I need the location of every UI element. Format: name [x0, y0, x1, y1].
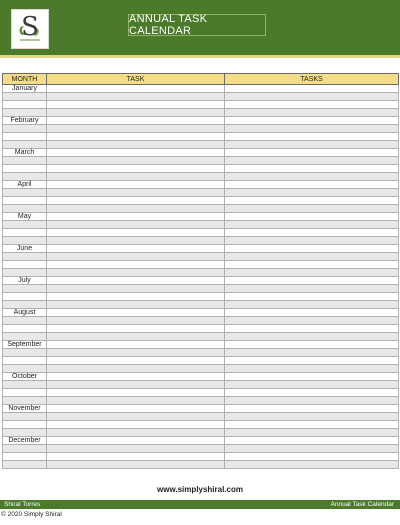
- tasks-cell[interactable]: [225, 301, 399, 309]
- tasks-cell[interactable]: [225, 373, 399, 381]
- month-cell: [3, 133, 47, 141]
- month-label: June: [3, 245, 47, 253]
- table-row: [3, 149, 399, 157]
- month-label: January: [3, 85, 47, 93]
- tasks-cell[interactable]: [225, 381, 399, 389]
- month-cell: [3, 365, 47, 373]
- task-cell[interactable]: [47, 237, 225, 245]
- tasks-cell[interactable]: [225, 133, 399, 141]
- task-cell[interactable]: [47, 405, 225, 413]
- month-label: March: [3, 149, 47, 157]
- tasks-cell[interactable]: [225, 453, 399, 461]
- task-cell[interactable]: [47, 365, 225, 373]
- task-cell[interactable]: [47, 357, 225, 365]
- table-row: [3, 165, 399, 173]
- month-cell: [3, 165, 47, 173]
- month-cell: [3, 221, 47, 229]
- month-cell: [3, 293, 47, 301]
- tasks-cell[interactable]: [225, 245, 399, 253]
- table-row: [3, 405, 399, 413]
- table-row: [3, 373, 399, 381]
- task-cell[interactable]: [47, 157, 225, 165]
- tasks-cell[interactable]: [225, 141, 399, 149]
- table-row: [3, 349, 399, 357]
- table-row: [3, 389, 399, 397]
- table-row: [3, 421, 399, 429]
- tasks-cell[interactable]: [225, 333, 399, 341]
- month-cell: [3, 461, 47, 469]
- month-cell: [3, 421, 47, 429]
- table-row: [3, 461, 399, 469]
- tasks-cell[interactable]: [225, 101, 399, 109]
- tasks-cell[interactable]: [225, 149, 399, 157]
- month-cell: [3, 197, 47, 205]
- column-header-task: TASK: [47, 74, 225, 85]
- page-title: ANNUAL TASK CALENDAR: [128, 14, 266, 36]
- task-cell[interactable]: [47, 437, 225, 445]
- table-row: [3, 437, 399, 445]
- table-header-row: [3, 74, 399, 85]
- table-row: [3, 325, 399, 333]
- month-cell: [3, 301, 47, 309]
- leaf-logo-icon: [12, 10, 48, 48]
- tasks-cell[interactable]: [225, 197, 399, 205]
- table-row: [3, 221, 399, 229]
- task-cell[interactable]: [47, 269, 225, 277]
- tasks-cell[interactable]: [225, 413, 399, 421]
- calendar-table-container: [2, 73, 398, 469]
- table-row: [3, 365, 399, 373]
- table-row: [3, 357, 399, 365]
- task-cell[interactable]: [47, 429, 225, 437]
- tasks-cell[interactable]: [225, 229, 399, 237]
- table-row: [3, 117, 399, 125]
- task-cell[interactable]: [47, 325, 225, 333]
- tasks-cell[interactable]: [225, 357, 399, 365]
- month-cell: [3, 357, 47, 365]
- tasks-cell[interactable]: [225, 285, 399, 293]
- task-cell[interactable]: [47, 445, 225, 453]
- month-cell: [3, 381, 47, 389]
- table-row: [3, 189, 399, 197]
- month-cell: [3, 109, 47, 117]
- task-cell[interactable]: [47, 373, 225, 381]
- month-label: April: [3, 181, 47, 189]
- task-cell[interactable]: [47, 389, 225, 397]
- copyright-text: © 2020 Simply Shiral: [1, 511, 62, 518]
- task-cell[interactable]: [47, 213, 225, 221]
- month-cell: [3, 253, 47, 261]
- task-cell[interactable]: [47, 101, 225, 109]
- table-row: [3, 229, 399, 237]
- month-cell: [3, 205, 47, 213]
- brand-logo: [11, 9, 49, 49]
- month-cell: [3, 333, 47, 341]
- tasks-cell[interactable]: [225, 213, 399, 221]
- table-row: [3, 197, 399, 205]
- task-cell[interactable]: [47, 197, 225, 205]
- month-label: August: [3, 309, 47, 317]
- task-cell[interactable]: [47, 261, 225, 269]
- tasks-cell[interactable]: [225, 221, 399, 229]
- tasks-cell[interactable]: [225, 437, 399, 445]
- column-header-month: MONTH: [3, 74, 47, 85]
- task-cell[interactable]: [47, 301, 225, 309]
- task-cell[interactable]: [47, 141, 225, 149]
- tasks-cell[interactable]: [225, 397, 399, 405]
- table-row: [3, 381, 399, 389]
- month-cell: [3, 389, 47, 397]
- month-cell: [3, 237, 47, 245]
- tasks-cell[interactable]: [225, 349, 399, 357]
- task-cell[interactable]: [47, 125, 225, 133]
- task-cell[interactable]: [47, 293, 225, 301]
- month-cell: [3, 445, 47, 453]
- task-cell[interactable]: [47, 245, 225, 253]
- table-row: [3, 269, 399, 277]
- task-cell[interactable]: [47, 421, 225, 429]
- website-link[interactable]: www.simplyshiral.com: [157, 485, 243, 494]
- table-row: [3, 277, 399, 285]
- table-row: [3, 93, 399, 101]
- task-cell[interactable]: [47, 381, 225, 389]
- table-row: [3, 141, 399, 149]
- month-cell: [3, 453, 47, 461]
- task-cell[interactable]: [47, 277, 225, 285]
- table-row: [3, 109, 399, 117]
- table-row: [3, 125, 399, 133]
- tasks-cell[interactable]: [225, 365, 399, 373]
- month-cell: [3, 269, 47, 277]
- task-cell[interactable]: [47, 349, 225, 357]
- tasks-cell[interactable]: [225, 117, 399, 125]
- month-cell: [3, 317, 47, 325]
- month-cell: [3, 141, 47, 149]
- tasks-cell[interactable]: [225, 85, 399, 93]
- tasks-cell[interactable]: [225, 237, 399, 245]
- month-label: December: [3, 437, 47, 445]
- tasks-cell[interactable]: [225, 157, 399, 165]
- table-row: [3, 237, 399, 245]
- month-cell: [3, 397, 47, 405]
- table-row: [3, 445, 399, 453]
- table-row: [3, 317, 399, 325]
- table-row: [3, 245, 399, 253]
- task-cell[interactable]: [47, 397, 225, 405]
- table-row: [3, 293, 399, 301]
- tasks-cell[interactable]: [225, 461, 399, 469]
- task-cell[interactable]: [47, 317, 225, 325]
- task-cell[interactable]: [47, 309, 225, 317]
- table-row: [3, 261, 399, 269]
- tasks-cell[interactable]: [225, 181, 399, 189]
- task-cell[interactable]: [47, 221, 225, 229]
- task-cell[interactable]: [47, 109, 225, 117]
- table-row: [3, 181, 399, 189]
- month-label: October: [3, 373, 47, 381]
- task-cell[interactable]: [47, 181, 225, 189]
- footer-bar: [0, 500, 400, 509]
- tasks-cell[interactable]: [225, 317, 399, 325]
- table-row: [3, 101, 399, 109]
- footer-author: Shiral Torres: [4, 501, 41, 508]
- table-row: [3, 309, 399, 317]
- tasks-cell[interactable]: [225, 341, 399, 349]
- tasks-cell[interactable]: [225, 269, 399, 277]
- header-banner: [0, 0, 400, 58]
- table-row: [3, 453, 399, 461]
- calendar-body: [3, 85, 399, 469]
- tasks-cell[interactable]: [225, 293, 399, 301]
- tasks-cell[interactable]: [225, 277, 399, 285]
- month-cell: [3, 189, 47, 197]
- table-row: [3, 301, 399, 309]
- column-header-tasks: TASKS: [225, 74, 399, 85]
- table-row: [3, 253, 399, 261]
- month-cell: [3, 125, 47, 133]
- tasks-cell[interactable]: [225, 93, 399, 101]
- table-row: [3, 157, 399, 165]
- tasks-cell[interactable]: [225, 253, 399, 261]
- tasks-cell[interactable]: [225, 445, 399, 453]
- task-cell[interactable]: [47, 149, 225, 157]
- month-cell: [3, 157, 47, 165]
- tasks-cell[interactable]: [225, 429, 399, 437]
- table-row: [3, 133, 399, 141]
- table-row: [3, 413, 399, 421]
- tasks-cell[interactable]: [225, 325, 399, 333]
- task-cell[interactable]: [47, 253, 225, 261]
- table-row: [3, 333, 399, 341]
- task-cell[interactable]: [47, 85, 225, 93]
- task-cell[interactable]: [47, 333, 225, 341]
- task-cell[interactable]: [47, 453, 225, 461]
- table-row: [3, 341, 399, 349]
- task-cell[interactable]: [47, 165, 225, 173]
- table-row: [3, 205, 399, 213]
- month-label: May: [3, 213, 47, 221]
- table-row: [3, 285, 399, 293]
- month-cell: [3, 429, 47, 437]
- tasks-cell[interactable]: [225, 173, 399, 181]
- month-cell: [3, 173, 47, 181]
- tasks-cell[interactable]: [225, 189, 399, 197]
- calendar-table: [2, 73, 399, 469]
- task-cell[interactable]: [47, 133, 225, 141]
- task-cell[interactable]: [47, 341, 225, 349]
- month-cell: [3, 285, 47, 293]
- tasks-cell[interactable]: [225, 421, 399, 429]
- footer-doc-title: Annual Task Calendar: [330, 501, 394, 508]
- tasks-cell[interactable]: [225, 109, 399, 117]
- tasks-cell[interactable]: [225, 165, 399, 173]
- task-cell[interactable]: [47, 93, 225, 101]
- month-label: September: [3, 341, 47, 349]
- table-row: [3, 429, 399, 437]
- tasks-cell[interactable]: [225, 261, 399, 269]
- task-cell[interactable]: [47, 285, 225, 293]
- month-cell: [3, 349, 47, 357]
- task-cell[interactable]: [47, 413, 225, 421]
- month-cell: [3, 101, 47, 109]
- month-cell: [3, 93, 47, 101]
- month-cell: [3, 325, 47, 333]
- table-row: [3, 213, 399, 221]
- task-cell[interactable]: [47, 205, 225, 213]
- task-cell[interactable]: [47, 461, 225, 469]
- table-row: [3, 173, 399, 181]
- task-cell[interactable]: [47, 189, 225, 197]
- month-label: July: [3, 277, 47, 285]
- task-cell[interactable]: [47, 229, 225, 237]
- tasks-cell[interactable]: [225, 125, 399, 133]
- month-cell: [3, 229, 47, 237]
- month-label: February: [3, 117, 47, 125]
- table-row: [3, 85, 399, 93]
- tasks-cell[interactable]: [225, 389, 399, 397]
- tasks-cell[interactable]: [225, 309, 399, 317]
- month-label: November: [3, 405, 47, 413]
- tasks-cell[interactable]: [225, 405, 399, 413]
- month-cell: [3, 413, 47, 421]
- month-cell: [3, 261, 47, 269]
- task-cell[interactable]: [47, 117, 225, 125]
- task-cell[interactable]: [47, 173, 225, 181]
- tasks-cell[interactable]: [225, 205, 399, 213]
- svg-text:S: S: [21, 12, 39, 42]
- table-row: [3, 397, 399, 405]
